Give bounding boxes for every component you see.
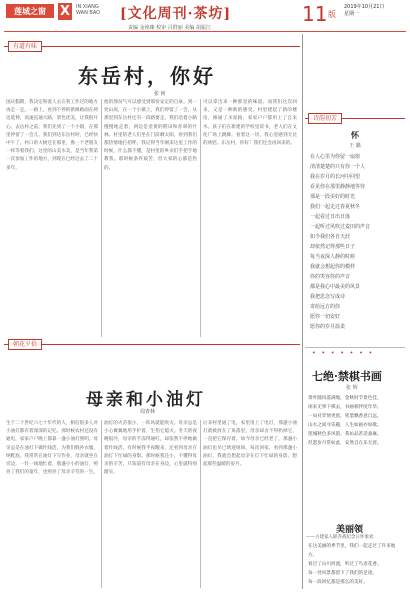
editors-credit: 责编 金铭臻 校审 吕群丽 美编 胡振江 [128, 25, 211, 31]
section-heading: 七绝·禁棋书画 [312, 370, 382, 383]
poem-line: 你的笑容你的声音 [310, 274, 351, 280]
column-divider [200, 99, 201, 337]
verse-line: 山水之间寻乐趣，人生如画亦如歌。 [308, 423, 382, 428]
column-divider [200, 420, 201, 588]
poem-line: 愿你的岁月温柔 [310, 324, 346, 330]
prose-line: 每一处风景都留下了我们的足迹。 [308, 571, 377, 576]
page-number: 11 [302, 2, 328, 26]
verse-line: 但愿岁月常如此，安然自在乐无涯。 [308, 441, 382, 446]
poem-line: 愿你一切安好 [310, 314, 341, 320]
poem-line: 一起听过风吹过麦田的声音 [310, 224, 371, 230]
poem-line: 都是我心中最美的风景 [310, 284, 361, 290]
section-author: 张 辉 [346, 385, 358, 391]
section-title: [文化周刊·茶坊] [120, 6, 232, 22]
poem-line: 如今我们各自天涯 [310, 234, 351, 240]
tag-shiyunchufang: 诗韵初芳 [308, 113, 342, 124]
poem-author: 王 璐 [349, 143, 361, 149]
poem-line: 我把思念写成诗 [310, 294, 346, 300]
section-divider [305, 347, 405, 348]
verse-line: 莲城秋色多风韵，茶坊品茗话桑麻。 [308, 432, 382, 437]
tag-youdaoyouwei: 有道有味 [8, 41, 42, 52]
prose-body [308, 542, 404, 588]
decorative-dots-icon: • • • • • • • [312, 350, 375, 357]
newspaper-logo: 莲城之窗 [6, 4, 54, 18]
tag-rule [4, 344, 300, 345]
article2-column-2: 油灯的火苗很小，一阵风就能吹灭。母亲总是小心翼翼地用手护着，生怕它熄灭。冬天的夜晚很冷，母亲的手冻得通红，却依然不停地做着针线活。有时候我半夜醒来，还看到母亲在油灯下忙碌的身影。那时候我还小，不懂得母亲的辛苦，只知道有母亲在身边，心里就特别踏实。 [104, 421, 197, 476]
pinyin-label [76, 4, 100, 16]
verse-line: 一局对弈情更浓，笔墨飘香意自远。 [308, 414, 382, 419]
poem-body [310, 152, 404, 342]
tag-zhaohuaxishi: 朝花夕拾 [8, 339, 42, 350]
poem-line: 我们一起走过春夏秋冬 [310, 204, 361, 210]
article2-column-1: 生于二十世纪六七十年代的人，相信很多人对小油灯都有着深深的记忆。那时候农村还没有通电，家家户户晚上都靠一盏小油灯照明。母亲总是在油灯下做针线活，为我们缝补衣服、纳鞋底。我常常在油灯下写作业，母亲就坐在旁边，一针一线地忙着。那盏小小的油灯，照亮了我们的童年，也照亮了母亲辛劳的一生。 [6, 421, 98, 476]
column-divider [101, 99, 102, 337]
verse-line: 闲来无事下棋去，书画相伴度年华。 [308, 405, 382, 410]
article1-column-2: 他的那份气可以感受到那份安定的自豪。到一处山岗，在一个小镇上，我们停留了一会，从那里到东岳村还有一段路要走。我们沿着小路慢慢地走着，两边是金黄的稻田和青翠的竹林。村里的老人们坐在门前晒太阳，看到我们都热情地打招呼。我记得当年刚来这里工作的时候，什么都不懂，是村里的乡亲们手把手地教我。那时候条件艰苦，但大家的心都是热的。 [104, 100, 197, 171]
prose-line: 每一段回忆都是那么的美好。 [308, 580, 368, 585]
poem-line: 却依然记得那些日子 [310, 244, 356, 250]
poem-line: 每当夜深人静的时候 [310, 254, 356, 260]
article-author: 周青林 [140, 409, 156, 415]
verse-body [308, 394, 404, 506]
article2-column-3: 后来村里通了电，家里用上了电灯，那盏小油灯就被放在了角落里。母亲却舍不得扔掉它，一直把它保存着。如今母亲已经老了，那盏小油灯也早已锈迹斑斑。每次回家，看到那盏小油灯，我就会想起母亲在灯下忙碌的身影，想起那些温暖的岁月。 [203, 421, 297, 468]
pinyin-line-1: IN XIANG [76, 4, 99, 10]
article-title: 东岳村，你好 [78, 64, 216, 88]
tag-rule [4, 46, 300, 47]
prose-line: 在这美丽的季节里，我们一起走过了许多地方。 [308, 544, 396, 558]
poem-line: 看见你在那里静静地等待 [310, 184, 366, 190]
poem-line: 清清楚楚的只有你一个人 [310, 164, 366, 170]
pinyin-line-2: WAN BAO [76, 10, 101, 16]
poem-line: 寄给远方的你 [310, 304, 341, 310]
weekday-line: 星期一 [344, 11, 360, 17]
x-mark-logo: X [59, 4, 71, 19]
section-subtitle: ——古建家入职乔战纪念日怀象欢 [306, 535, 374, 540]
poem-line: 那是一段美好的时光 [310, 194, 356, 200]
article1-column-3: 可以拿出来一种那里的味道。而我们这次回来，又是一种新的感受。村里建起了新的楼房，修通了水泥路，家家户户都用上了自来水。孩子们在新建的学校里读书，老人们在文化广场上跳舞。看着这一切，我心里感到无比的欣慰。东岳村，你好！我们还会再回来的。 [203, 100, 297, 147]
poem-line: 在人心里为你留一扇窗 [310, 154, 361, 160]
header-rule [4, 31, 406, 32]
date-line: 2019年10月21日 [344, 4, 385, 10]
poem-line: 一起看过日出日落 [310, 214, 351, 220]
verse-line: 黄叶随风落满地，金秋时节景色佳。 [308, 396, 382, 401]
poem-line: 我在岁月的长河中回望 [310, 174, 361, 180]
article-title: 母亲和小油灯 [86, 390, 206, 410]
article1-column-1: 国庆假期，我决定和爱人去在我工作过的地方再走一走。一路上，看到不停的新修路面在两边延伸，高速直通大路，景色优美，让我很开心。去岳村之前，我们先到了一个小镇，在那里停留了一会儿。我们到达东岳村时，已经快中午了。村口的大树还在那里，像一个老朋友一样等着我们。这里的山美水美，是当年我第一次参加工作的地方，到现在已经过去了二十多年。 [6, 100, 98, 171]
publish-date [344, 4, 384, 18]
section-heading: 美丽领 [336, 525, 364, 535]
page-unit: 版 [328, 10, 336, 19]
main-column-divider [302, 34, 303, 589]
article-author: 张 何 [154, 91, 166, 97]
poem-line: 我就会想起你的模样 [310, 264, 356, 270]
prose-line: 看过了山川河流，听过了鸟语花香。 [308, 562, 382, 567]
poem-title: 怀 [351, 130, 359, 140]
column-divider [101, 420, 102, 588]
